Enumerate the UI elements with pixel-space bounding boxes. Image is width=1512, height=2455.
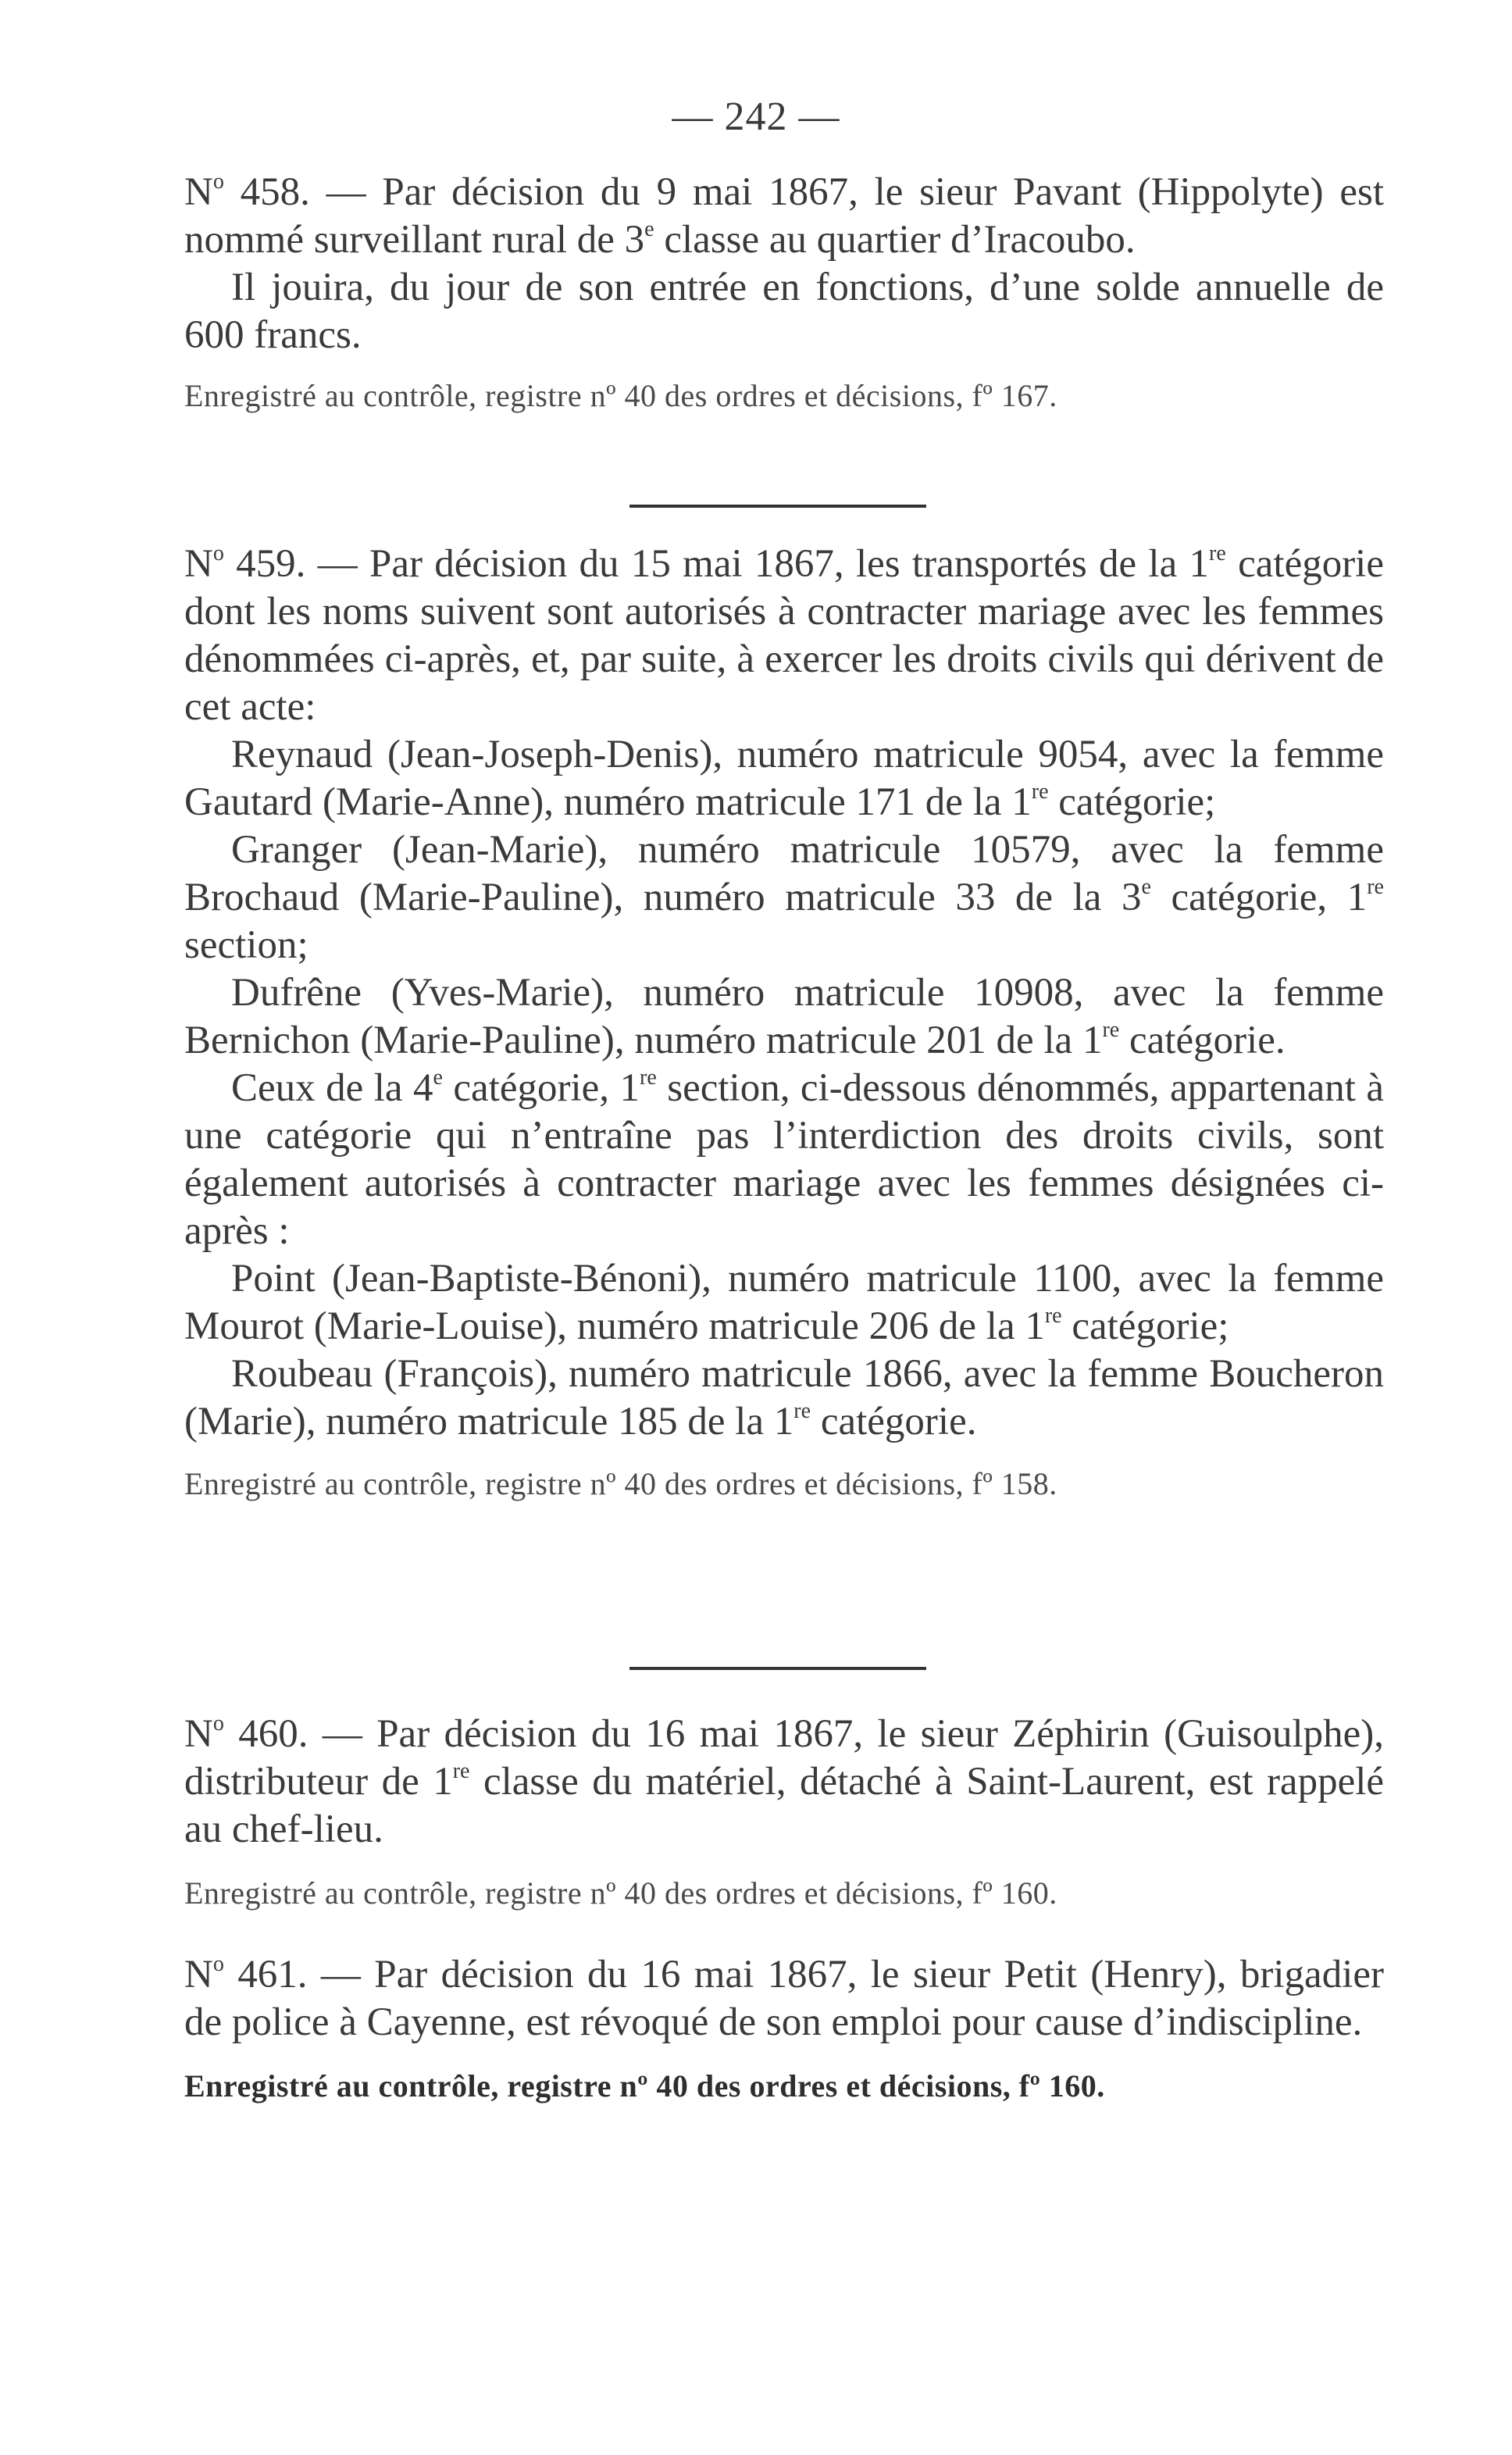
registration-note: Enregistré au contrôle, registre nº 40 des ordres et décisions, fº 160. <box>184 1875 1057 1911</box>
entry-paragraph: $N^o$ 459. — Par décision du 15 mai 1867, les transportés de la 1re catégorie dont les noms suivent sont autorisés à contracter mariage avec les femmes dénommées ci-après, et, par suite, à exercer les droits civils qui dérivent de cet acte: <box>184 541 1384 729</box>
section-divider <box>629 1667 926 1670</box>
registration-note: Enregistré au contrôle, registre nº 40 des ordres et décisions, fº 158. <box>184 1466 1057 1501</box>
entry-paragraph: Point (Jean-Baptiste-Bénoni), numéro matricule 1100, avec la femme Mourot (Marie-Louise), numéro matricule 206 de la 1re catégorie; <box>184 1257 1384 1348</box>
entry-paragraph: Il jouira, du jour de son entrée en fonctions, d’une solde annuelle de 600 francs. <box>184 266 1384 357</box>
registration-note: Enregistré au contrôle, registre nº 40 des ordres et décisions, fº 160. <box>184 2068 1105 2104</box>
entry-paragraph: $N^o$ 460. — Par décision du 16 mai 1867, le sieur Zéphirin (Guisoulphe), distributeur de 1re classe du matériel, détaché à Saint-Laurent, est rappelé au chef-lieu. <box>184 1711 1385 1851</box>
entry-body <box>184 1951 1384 2046</box>
registration-note: Enregistré au contrôle, registre nº 40 des ordres et décisions, fº 167. <box>184 378 1057 413</box>
entry-paragraph: Ceux de la 4e catégorie, 1re section, ci-dessous dénommés, appartenant à une catégorie qui n’entraîne pas l’interdiction des droits civils, sont également autorisés à contracter mariage avec les femmes désignées ci-après : <box>184 1065 1384 1253</box>
decision-entry-458 <box>184 169 1384 416</box>
page-number: — 242 — <box>672 95 840 139</box>
entry-paragraph: $N^o$ 461. — Par décision du 16 mai 1867, le sieur Petit (Henry), brigadier de police à Cayenne, est révoqué de son emploi pour cause d’indiscipline. <box>184 1951 1384 2044</box>
entry-paragraph: Reynaud (Jean-Joseph-Denis), numéro matricule 9054, avec la femme Gautard (Marie-Anne), numéro matricule 171 de la 1re catégorie; <box>184 733 1384 824</box>
entry-paragraph: $N^o$ 458. — Par décision du 9 mai 1867, le sieur Pavant (Hippolyte) est nommé surveillant rural de 3e classe au quartier d’Iracoubo. <box>184 169 1384 262</box>
entry-body <box>184 169 1384 359</box>
section-divider <box>629 505 926 508</box>
decision-entry-461 <box>184 1951 1384 2106</box>
entry-body <box>184 541 1384 1446</box>
decision-entry-459 <box>184 541 1384 1504</box>
entry-body <box>184 1711 1384 1854</box>
entry-paragraph: Dufrêne (Yves-Marie), numéro matricule 10908, avec la femme Bernichon (Marie-Pauline), numéro matricule 201 de la 1re catégorie. <box>184 971 1384 1062</box>
entry-paragraph: Roubeau (François), numéro matricule 1866, avec la femme Boucheron (Marie), numéro matricule 185 de la 1re catégorie. <box>184 1352 1384 1443</box>
decision-entry-460 <box>184 1711 1384 1913</box>
entry-paragraph: Granger (Jean-Marie), numéro matricule 10579, avec la femme Brochaud (Marie-Pauline), numéro matricule 33 de la 3e catégorie, 1re section; <box>184 828 1384 967</box>
